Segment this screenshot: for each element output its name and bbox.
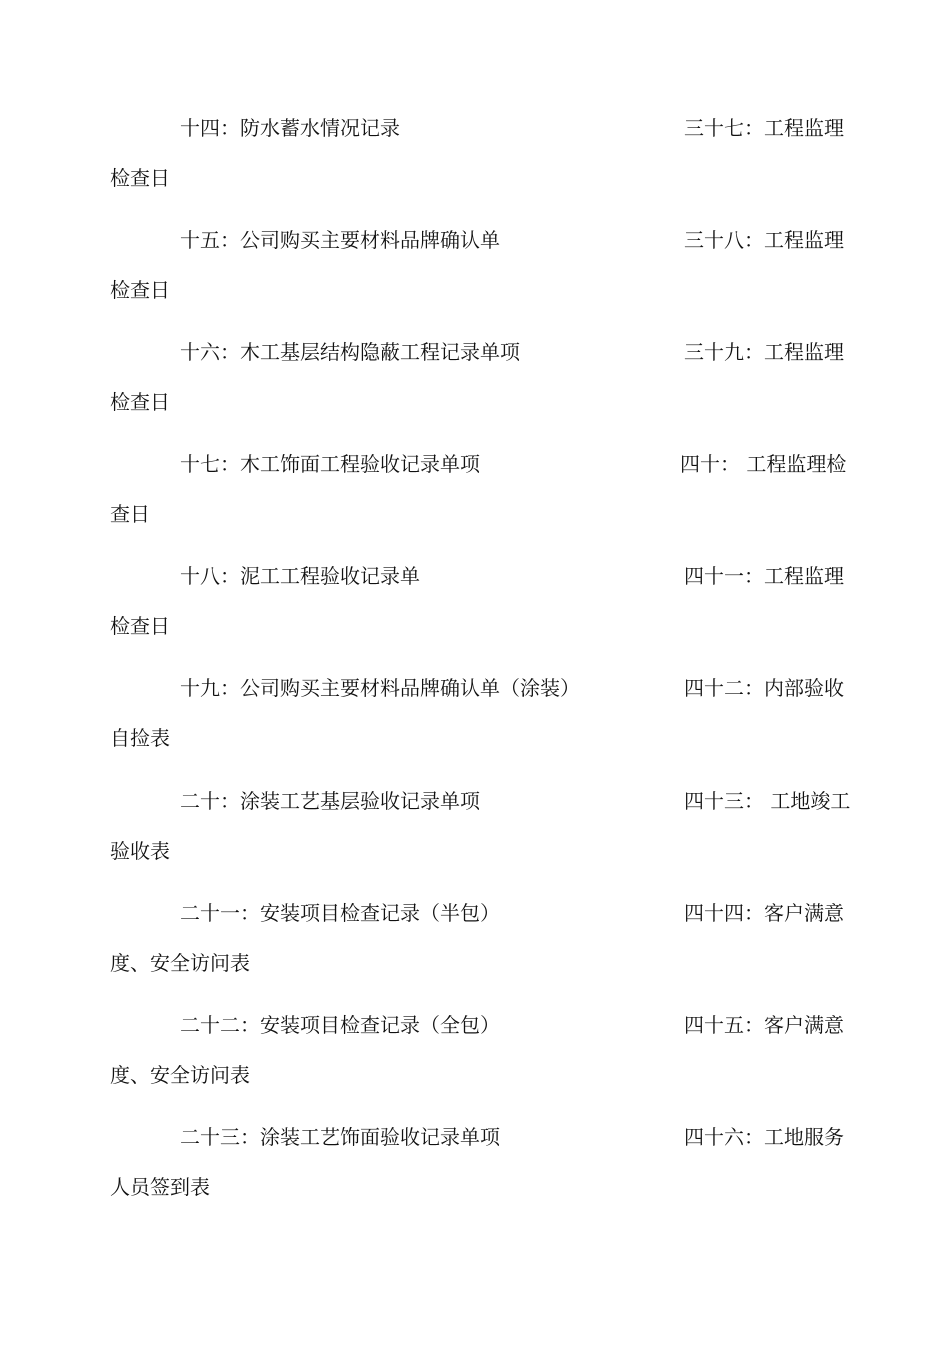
item-left-text: 十四：防水蓄水情况记录 — [180, 116, 400, 140]
item-right-text: 四十六：工地服务 — [684, 1125, 844, 1149]
item-right-text: 四十三： 工地竣工 — [684, 789, 851, 813]
item-left-text: 十八：泥工工程验收记录单 — [180, 564, 420, 588]
item-right-text: 三十七：工程监理 — [684, 116, 844, 140]
item-continuation-text: 检查日 — [110, 390, 170, 414]
item-continuation-text: 检查日 — [110, 614, 170, 638]
item-right-text: 三十八：工程监理 — [684, 228, 844, 252]
item-left-text: 十五：公司购买主要材料品牌确认单 — [180, 228, 500, 252]
item-left-text: 十七：木工饰面工程验收记录单项 — [180, 452, 480, 476]
item-continuation-text: 检查日 — [110, 278, 170, 302]
item-right-text: 四十四：客户满意 — [684, 901, 844, 925]
list-item — [0, 562, 950, 662]
list-item — [0, 787, 950, 887]
list-item — [0, 450, 950, 550]
list-item — [0, 114, 950, 214]
list-item — [0, 674, 950, 774]
item-left-text: 二十一：安装项目检查记录（半包） — [180, 901, 500, 925]
item-continuation-text: 人员签到表 — [110, 1175, 210, 1199]
item-left-text: 二十二：安装项目检查记录（全包） — [180, 1013, 500, 1037]
list-item — [0, 899, 950, 999]
item-left-text: 十九：公司购买主要材料品牌确认单（涂装） — [180, 676, 580, 700]
item-right-text: 四十一：工程监理 — [684, 564, 844, 588]
list-item — [0, 226, 950, 326]
list-item — [0, 1011, 950, 1111]
item-continuation-text: 自捡表 — [110, 726, 170, 750]
item-right-text: 四十： 工程监理检 — [680, 452, 847, 476]
item-left-text: 十六：木工基层结构隐蔽工程记录单项 — [180, 340, 520, 364]
item-left-text: 二十：涂装工艺基层验收记录单项 — [180, 789, 480, 813]
item-left-text: 二十三：涂装工艺饰面验收记录单项 — [180, 1125, 500, 1149]
list-item — [0, 1123, 950, 1223]
item-right-text: 三十九：工程监理 — [684, 340, 844, 364]
list-item — [0, 338, 950, 438]
item-continuation-text: 度、安全访问表 — [110, 951, 250, 975]
item-right-text: 四十二：内部验收 — [684, 676, 844, 700]
item-continuation-text: 检查日 — [110, 166, 170, 190]
item-continuation-text: 度、安全访问表 — [110, 1063, 250, 1087]
item-continuation-text: 查日 — [110, 502, 150, 526]
item-right-text: 四十五：客户满意 — [684, 1013, 844, 1037]
item-continuation-text: 验收表 — [110, 839, 170, 863]
